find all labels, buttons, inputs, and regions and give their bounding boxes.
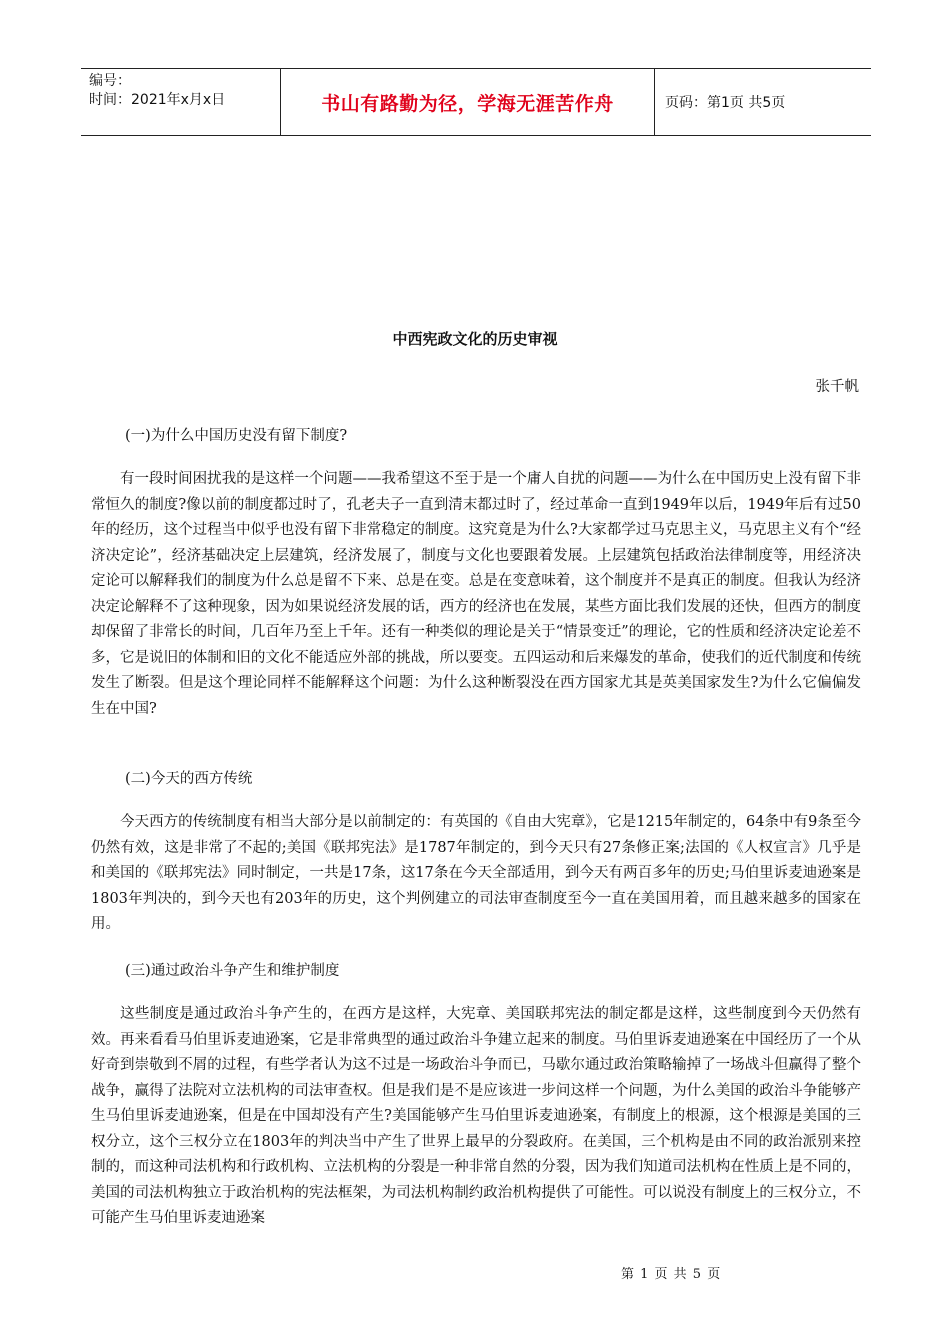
section-body-3: 这些制度是通过政治斗争产生的，在西方是这样，大宪章、美国联邦宪法的制定都是这样，这些制度到今天仍然有效。再来看看马伯里诉麦迪逊案，它是非常典型的通过政治斗争建立起来的制度。马伯里诉麦迪逊案在中国经历了一个从好奇到崇敬到不屑的过程，有些学者认为这不过是一场政治斗争而已，马歇尔通过政治策略输掉了一场战斗但赢得了整个战争，赢得了法院对立法机构的司法审查权。但是我们是不是应该进一步问这样一个问题，为什么美国的政治斗争能够产生马伯里诉麦迪逊案，但是在中国却没有产生?美国能够产生马伯里诉麦迪逊案，有制度上的根源，这个根源是美国的三权分立，这个三权分立在1803年的判决当中产生了世界上最早的分裂政府。在美国，三个机构是由不同的政治派别来控制的，而这种司法机构和行政机构、立法机构的分裂是一种非常自然的分裂，因为我们知道司法机构在性质上是不同的，美国的司法机构独立于政治机构的宪法框架，为司法机构制约政治机构提供了可能性。可以说没有制度上的三权分立，不可能产生马伯里诉麦迪逊案: [91, 1006, 861, 1226]
page-footer: 第 1 页 共 5 页: [621, 1267, 722, 1282]
section-heading-1: (一)为什么中国历史没有留下制度?: [125, 428, 348, 444]
section-heading-3: (三)通过政治斗争产生和维护制度: [125, 963, 340, 979]
document-author: 张千帆: [815, 379, 859, 395]
section-body-1: 有一段时间困扰我的是这样一个问题——我希望这不至于是一个庸人自扰的问题——为什么在中国历史上没有留下非常恒久的制度?像以前的制度都过时了，孔老夫子一直到清末都过时了，经过革命一直到1949年以后，1949年后有过50年的经历，这个过程当中似乎也没有留下非常稳定的制度。这究竟是为什么?大家都学过马克思主义，马克思主义有个“经济决定论”，经济基础决定上层建筑，经济发展了，制度与文化也要跟着发展。上层建筑包括政治法律制度等，用经济决定论可以解释我们的制度为什么总是留不下来、总是在变。总是在变意味着，这个制度并不是真正的制度。但我认为经济决定论解释不了这种现象，因为如果说经济发展的话，西方的经济也在发展，某些方面比我们发展的还快，但西方的制度却保留了非常长的时间，几百年乃至上千年。还有一种类似的理论是关于“情景变迁”的理论，它的性质和经济决定论差不多，它是说旧的体制和旧的文化不能适应外部的挑战，所以要变。五四运动和后来爆发的革命，使我们的近代制度和传统发生了断裂。但是这个理论同样不能解释这个问题：为什么这种断裂没在西方国家尤其是英美国家发生?为什么它偏偏发生在中国?: [91, 471, 861, 717]
section-heading-2: (二)今天的西方传统: [125, 771, 253, 787]
date-label: 时间：2021年x月x日: [89, 92, 226, 108]
header-page-info: 页码：第1页 共5页: [665, 95, 786, 111]
document-header: [81, 68, 871, 136]
document-title: 中西宪政文化的历史审视: [392, 330, 558, 348]
section-body-2: 今天西方的传统制度有相当大部分是以前制定的：有英国的《自由大宪章》，它是1215年制定的，64条中有9条至今仍然有效，这是非常了不起的;美国《联邦宪法》是1787年制定的，到今天只有27条修正案;法国的《人权宣言》几乎是和美国的《联邦宪法》同时制定，一共是17条，这17条在今天全部适用，到今天有两百多年的历史;马伯里诉麦迪逊案是1803年判决的，到今天也有203年的历史，这个判例建立的司法审查制度至今一直在美国用着，而且越来越多的国家在用。: [91, 814, 861, 932]
header-motto: 书山有路勤为径，学海无涯苦作舟: [281, 69, 655, 135]
header-meta: [81, 69, 281, 135]
number-label: 编号：: [89, 73, 131, 89]
